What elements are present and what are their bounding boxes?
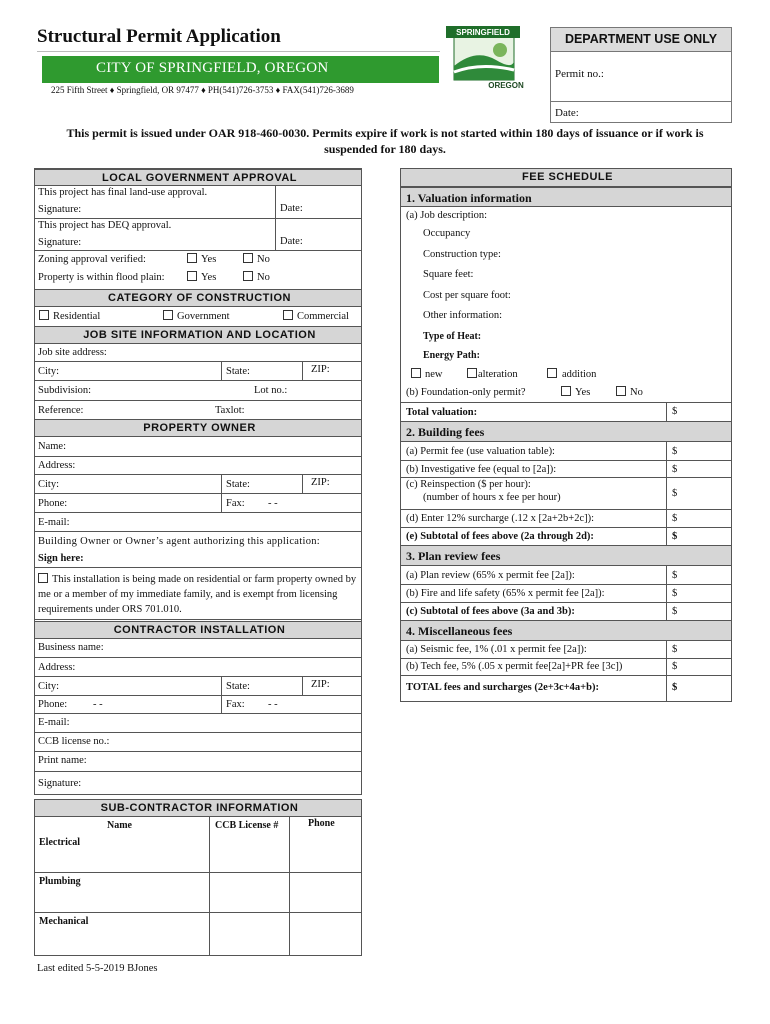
contractor-address-row bbox=[35, 658, 361, 677]
zoning-label: Zoning approval verified: bbox=[38, 254, 146, 265]
jobsite-state-field[interactable]: State: bbox=[226, 366, 250, 377]
contractor-fax-field[interactable]: Fax: bbox=[226, 699, 245, 710]
sub-electrical-label: Electrical bbox=[39, 837, 81, 848]
residential-checkbox[interactable] bbox=[39, 310, 49, 320]
fee-schedule-panel bbox=[400, 168, 732, 702]
sign-here-row bbox=[35, 551, 361, 568]
tech-fee-row bbox=[401, 659, 731, 676]
title-rule bbox=[37, 51, 440, 52]
government-option[interactable]: Government bbox=[163, 310, 230, 322]
owner-phone-field[interactable]: Phone: bbox=[38, 498, 68, 509]
contractor-email-field[interactable]: E-mail: bbox=[38, 717, 70, 728]
foundation-yes-checkbox[interactable] bbox=[561, 386, 571, 396]
zoning-row bbox=[35, 251, 361, 269]
reinspection-label: (c) Reinspection ($ per hour): bbox=[406, 479, 531, 490]
landuse-row bbox=[35, 186, 361, 219]
contractor-phone-row bbox=[35, 696, 361, 714]
jobsite-address-row bbox=[35, 344, 361, 362]
col-ccb: CCB License # bbox=[215, 820, 279, 831]
surcharge-amount[interactable]: $ bbox=[666, 510, 677, 527]
energy-alteration-option[interactable]: alteration bbox=[467, 368, 518, 380]
zoning-no[interactable]: No bbox=[243, 253, 270, 265]
exempt-row bbox=[35, 568, 361, 620]
contractor-signature-field[interactable]: Signature: bbox=[38, 778, 82, 789]
date2-field[interactable]: Date: bbox=[280, 236, 303, 247]
energy-new-checkbox[interactable] bbox=[411, 368, 421, 378]
date1-field[interactable]: Date: bbox=[280, 203, 303, 214]
energy-path-label: Energy Path: bbox=[423, 350, 480, 361]
taxlot-field[interactable]: Taxlot: bbox=[215, 405, 245, 416]
dept-date-field[interactable]: Date: bbox=[555, 107, 579, 119]
foundation-no-checkbox[interactable] bbox=[616, 386, 626, 396]
local-gov-heading: LOCAL GOVERNMENT APPROVAL bbox=[35, 169, 361, 186]
energy-alteration-checkbox[interactable] bbox=[467, 368, 477, 378]
total-fees-label: TOTAL fees and surcharges (2e+3c+4a+b): bbox=[406, 682, 599, 693]
contractor-city-field[interactable]: City: bbox=[38, 681, 60, 692]
energy-new-option[interactable]: new bbox=[411, 368, 443, 380]
jobsite-address-field[interactable]: Job site address: bbox=[38, 347, 107, 358]
landuse-label: This project has final land-use approval. bbox=[38, 187, 208, 198]
heat-row bbox=[401, 325, 731, 345]
contractor-phone-dashes: - - bbox=[93, 699, 103, 710]
reinspection-amount[interactable]: $ bbox=[666, 478, 677, 509]
commercial-checkbox[interactable] bbox=[283, 310, 293, 320]
print-row bbox=[35, 752, 361, 772]
flood-no-checkbox[interactable] bbox=[243, 271, 253, 281]
permit-fee-row bbox=[401, 442, 731, 461]
owner-email-row bbox=[35, 513, 361, 532]
reinspection-note: (number of hours x fee per hour) bbox=[423, 492, 561, 503]
permit-fee-amount[interactable]: $ bbox=[666, 442, 677, 460]
fire-safety-label: (b) Fire and life safety (65% x permit fee [2a]): bbox=[406, 588, 605, 599]
government-checkbox[interactable] bbox=[163, 310, 173, 320]
jobsite-city-row bbox=[35, 362, 361, 381]
fee-schedule-heading: FEE SCHEDULE bbox=[401, 169, 731, 187]
jobsite-zip-field[interactable]: ZIP: bbox=[311, 364, 330, 375]
deq-label: This project has DEQ approval. bbox=[38, 220, 172, 231]
sub-plumbing-label: Plumbing bbox=[39, 876, 81, 887]
foundation-yes[interactable]: Yes bbox=[561, 386, 590, 398]
total-valuation-amount[interactable]: $ bbox=[666, 403, 677, 421]
total-fees-row bbox=[401, 676, 731, 702]
permit-fee-label: (a) Permit fee (use valuation table): bbox=[406, 446, 555, 457]
seismic-row bbox=[401, 641, 731, 659]
logo-text-bottom: OREGON bbox=[488, 81, 524, 90]
total-valuation-row bbox=[401, 402, 731, 422]
category-heading: CATEGORY OF CONSTRUCTION bbox=[35, 289, 361, 307]
sub-mechanical-label: Mechanical bbox=[39, 916, 89, 927]
other-info-field[interactable]: Other information: bbox=[423, 310, 503, 321]
job-description-field[interactable]: (a) Job description: bbox=[406, 210, 488, 221]
owner-name-row bbox=[35, 437, 361, 457]
seismic-label: (a) Seismic fee, 1% (.01 x permit fee [2a]): bbox=[406, 644, 587, 655]
fire-safety-row bbox=[401, 585, 731, 603]
owner-state-field[interactable]: State: bbox=[226, 479, 250, 490]
owner-email-field[interactable]: E-mail: bbox=[38, 517, 70, 528]
misc-fees-heading: 4. Miscellaneous fees bbox=[401, 621, 731, 641]
foundation-label: (b) Foundation-only permit? bbox=[406, 387, 526, 398]
construction-type-field[interactable]: Construction type: bbox=[423, 249, 501, 260]
energy-addition-option[interactable]: addition bbox=[547, 368, 596, 380]
flood-label: Property is within flood plain: bbox=[38, 272, 165, 283]
seismic-amount[interactable]: $ bbox=[666, 641, 677, 658]
springfield-logo bbox=[446, 26, 546, 92]
flood-row bbox=[35, 269, 361, 288]
owner-name-field[interactable]: Name: bbox=[38, 441, 66, 452]
subtotal2-amount[interactable]: $ bbox=[666, 528, 677, 545]
fire-safety-amount[interactable]: $ bbox=[666, 585, 677, 602]
energy-options-row bbox=[401, 364, 731, 383]
surcharge-row bbox=[401, 510, 731, 528]
plan-review-label: (a) Plan review (65% x permit fee [2a]): bbox=[406, 570, 575, 581]
other-info-row bbox=[401, 305, 731, 325]
zoning-yes[interactable]: Yes bbox=[187, 253, 216, 265]
flood-yes[interactable]: Yes bbox=[187, 271, 216, 283]
energy-addition-checkbox[interactable] bbox=[547, 368, 557, 378]
valuation-heading: 1. Valuation information bbox=[401, 187, 731, 207]
logo-text-top: SPRINGFIELD bbox=[456, 28, 510, 37]
sub-row-electrical[interactable] bbox=[35, 817, 361, 873]
owner-city-row bbox=[35, 475, 361, 494]
flood-yes-checkbox[interactable] bbox=[187, 271, 197, 281]
plan-review-amount[interactable]: $ bbox=[666, 566, 677, 584]
owner-city-field[interactable]: City: bbox=[38, 479, 60, 490]
contractor-city-row bbox=[35, 677, 361, 696]
print-name-field[interactable]: Print name: bbox=[38, 755, 87, 766]
occupancy-row bbox=[401, 226, 731, 245]
ccb-row bbox=[35, 733, 361, 752]
zoning-no-checkbox[interactable] bbox=[243, 253, 253, 263]
authorize-label: Building Owner or Owner’s agent authorizing this application: bbox=[38, 536, 321, 547]
city-banner: CITY OF SPRINGFIELD, OREGON bbox=[42, 56, 439, 83]
jobsite-city-field[interactable]: City: bbox=[38, 366, 60, 377]
contractor-heading: CONTRACTOR INSTALLATION bbox=[35, 621, 361, 639]
surcharge-label: (d) Enter 12% surcharge (.12 x [2a+2b+2c]): bbox=[406, 513, 595, 524]
contractor-signature-row bbox=[35, 772, 361, 795]
subdivision-row bbox=[35, 381, 361, 401]
commercial-option[interactable]: Commercial bbox=[283, 310, 349, 322]
owner-zip-field[interactable]: ZIP: bbox=[311, 477, 330, 488]
ccb-license-field[interactable]: CCB license no.: bbox=[38, 736, 110, 747]
department-use-box bbox=[550, 27, 732, 123]
contractor-zip-field[interactable]: ZIP: bbox=[311, 679, 330, 690]
building-fees-heading: 2. Building fees bbox=[401, 422, 731, 442]
contractor-fax-dashes: - - bbox=[268, 699, 278, 710]
category-row bbox=[35, 307, 361, 325]
owner-fax-field[interactable]: Fax: bbox=[226, 498, 245, 509]
total-fees-amount[interactable]: $ bbox=[666, 676, 677, 702]
subtotal3-row bbox=[401, 603, 731, 621]
reinspection-row bbox=[401, 478, 731, 510]
authorize-row bbox=[35, 532, 361, 551]
investigative-row bbox=[401, 461, 731, 478]
reference-field[interactable]: Reference: bbox=[38, 405, 84, 416]
footer-edit-note: Last edited 5-5-2019 BJones bbox=[37, 963, 158, 974]
owner-address-row bbox=[35, 457, 361, 475]
owner-phone-row bbox=[35, 494, 361, 513]
sqft-row bbox=[401, 265, 731, 285]
investigative-label: (b) Investigative fee (equal to [2a]): bbox=[406, 464, 557, 475]
left-form-panel bbox=[34, 168, 362, 795]
subcontractor-heading: SUB-CONTRACTOR INFORMATION bbox=[35, 800, 361, 817]
construction-row bbox=[401, 245, 731, 265]
col-phone: Phone bbox=[308, 818, 335, 829]
address-line: 225 Fifth Street ♦ Springfield, OR 97477 ♦ PH(541)726-3753 ♦ FAX(541)726-3689 bbox=[51, 85, 354, 95]
square-feet-field[interactable]: Square feet: bbox=[423, 269, 474, 280]
department-use-heading: DEPARTMENT USE ONLY bbox=[551, 28, 731, 52]
occupancy-field[interactable]: Occupancy bbox=[423, 228, 471, 239]
subdivision-field[interactable]: Subdivision: bbox=[38, 385, 92, 396]
contractor-address-field[interactable]: Address: bbox=[38, 662, 76, 673]
exempt-statement: This installation is being made on residential or farm property owned by me or a member of my immediate family, and is exempt from licensing requirements under ORS 701.010. bbox=[38, 574, 357, 615]
contractor-phone-field[interactable]: Phone: bbox=[38, 699, 68, 710]
sub-row-mechanical[interactable] bbox=[35, 913, 361, 955]
lot-field[interactable]: Lot no.: bbox=[254, 385, 288, 396]
subtotal2-label: (e) Subtotal of fees above (2a through 2d): bbox=[406, 531, 594, 542]
business-name-field[interactable]: Business name: bbox=[38, 642, 104, 653]
subtotal3-amount[interactable]: $ bbox=[666, 603, 677, 620]
reference-row bbox=[35, 401, 361, 418]
owner-heading: PROPERTY OWNER bbox=[35, 419, 361, 437]
total-valuation-label: Total valuation: bbox=[406, 407, 478, 418]
plan-review-row bbox=[401, 566, 731, 585]
jobsite-heading: JOB SITE INFORMATION AND LOCATION bbox=[35, 326, 361, 344]
cost-row bbox=[401, 285, 731, 305]
heat-type-field[interactable]: Type of Heat: bbox=[423, 331, 482, 342]
investigative-amount[interactable]: $ bbox=[666, 461, 677, 477]
plan-review-heading: 3. Plan review fees bbox=[401, 546, 731, 566]
deq-row bbox=[35, 219, 361, 251]
contractor-state-field[interactable]: State: bbox=[226, 681, 250, 692]
energy-path-row bbox=[401, 345, 731, 364]
business-row bbox=[35, 639, 361, 658]
tech-fee-amount[interactable]: $ bbox=[666, 659, 677, 675]
signature2-field[interactable]: Signature: bbox=[38, 237, 82, 248]
tech-fee-label: (b) Tech fee, 5% (.05 x permit fee[2a]+PR fee [3c]) bbox=[406, 661, 623, 672]
exempt-checkbox[interactable] bbox=[38, 573, 48, 583]
flood-no[interactable]: No bbox=[243, 271, 270, 283]
subtotal2-row bbox=[401, 528, 731, 546]
zoning-yes-checkbox[interactable] bbox=[187, 253, 197, 263]
signature1-field[interactable]: Signature: bbox=[38, 204, 82, 215]
owner-fax-dashes: - - bbox=[268, 498, 278, 509]
job-description-row bbox=[401, 207, 731, 226]
foundation-no[interactable]: No bbox=[616, 386, 643, 398]
page-title: Structural Permit Application bbox=[37, 26, 281, 47]
col-name: Name bbox=[107, 820, 132, 831]
foundation-row bbox=[401, 383, 731, 402]
subcontractor-table bbox=[34, 799, 362, 956]
subtotal3-label: (c) Subtotal of fees above (3a and 3b): bbox=[406, 606, 575, 617]
contractor-email-row bbox=[35, 714, 361, 733]
residential-option[interactable]: Residential bbox=[39, 310, 100, 322]
sign-here-field[interactable]: Sign here: bbox=[38, 553, 84, 564]
permit-notice: This permit is issued under OAR 918-460-0030. Permits expire if work is not started within 180 days of issuance or if work is suspended for 180 days. bbox=[66, 126, 704, 156]
owner-address-field[interactable]: Address: bbox=[38, 460, 76, 471]
cost-per-sqft-field[interactable]: Cost per square foot: bbox=[423, 290, 511, 301]
permit-no-field[interactable]: Permit no.: bbox=[551, 52, 731, 102]
sub-row-plumbing[interactable] bbox=[35, 873, 361, 913]
